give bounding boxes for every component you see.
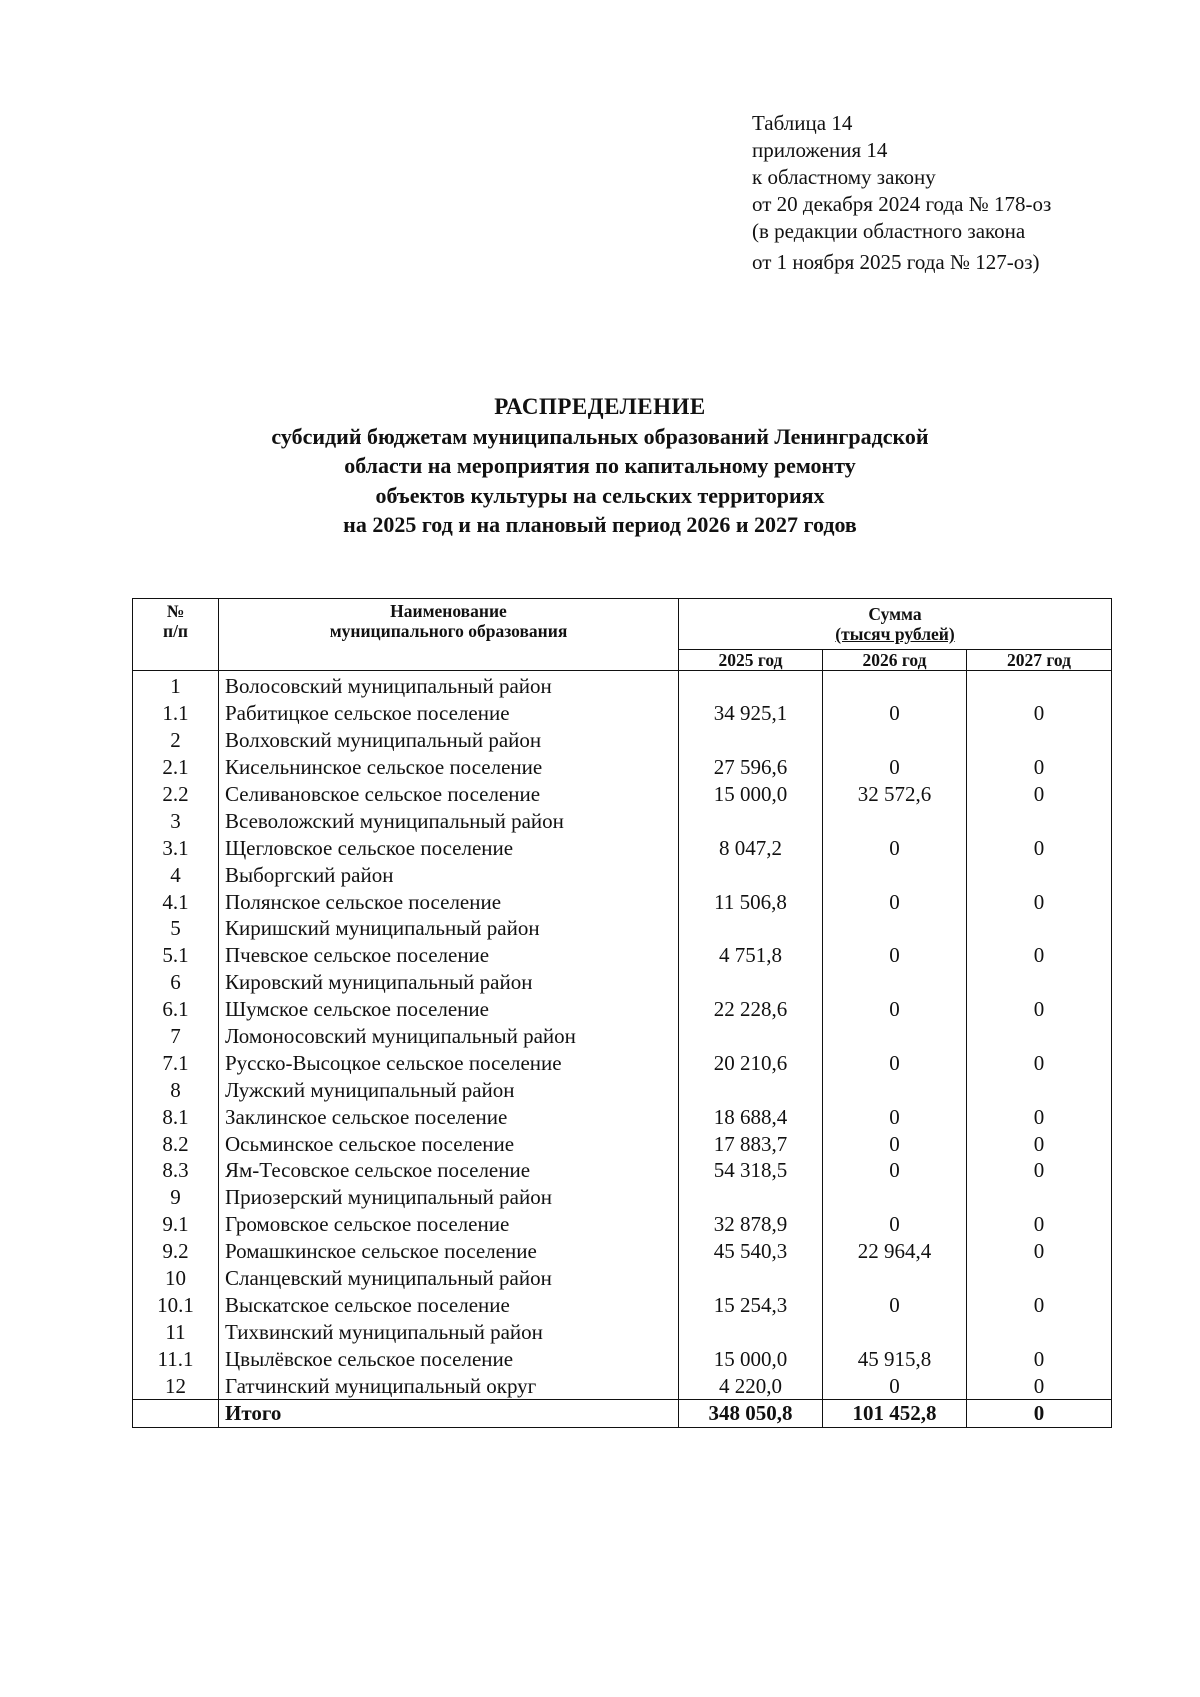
row-value-2026: 0	[823, 1130, 967, 1157]
row-value-2027: 0	[967, 1238, 1112, 1265]
header-note-line: от 1 ноября 2025 года № 127-оз)	[752, 250, 1040, 274]
row-value-2025	[679, 1318, 823, 1345]
row-number: 6	[133, 969, 219, 996]
table-row	[133, 1157, 1112, 1184]
row-number: 5.1	[133, 942, 219, 969]
header-number-line2: п/п	[162, 621, 189, 641]
row-value-2025	[679, 1023, 823, 1050]
row-value-2025	[679, 861, 823, 888]
table-row	[133, 1211, 1112, 1238]
header-sum-line1: Сумма	[868, 604, 922, 624]
table-row	[133, 700, 1112, 727]
row-name: Селивановское сельское поселение	[219, 781, 679, 808]
row-name: Полянское сельское поселение	[219, 888, 679, 915]
row-value-2026: 45 915,8	[823, 1345, 967, 1372]
table-row	[133, 781, 1112, 808]
row-value-2026	[823, 727, 967, 754]
row-value-2027: 0	[967, 942, 1112, 969]
row-value-2025: 15 000,0	[679, 781, 823, 808]
row-value-2027: 0	[967, 1372, 1112, 1399]
row-name: Гатчинский муниципальный округ	[219, 1372, 679, 1399]
row-name: Ям-Тесовское сельское поселение	[219, 1157, 679, 1184]
row-name: Пчевское сельское поселение	[219, 942, 679, 969]
row-value-2027: 0	[967, 1345, 1112, 1372]
row-value-2025: 27 596,6	[679, 754, 823, 781]
row-value-2025: 34 925,1	[679, 700, 823, 727]
row-number: 10	[133, 1265, 219, 1292]
row-name: Волосовский муниципальный район	[219, 671, 679, 700]
row-value-2026: 0	[823, 1291, 967, 1318]
header-note-line: Таблица 14	[752, 111, 853, 135]
row-value-2026	[823, 915, 967, 942]
row-name: Кисельнинское сельское поселение	[219, 754, 679, 781]
row-name: Волховский муниципальный район	[219, 727, 679, 754]
total-row	[133, 1400, 1112, 1428]
total-2025: 348 050,8	[679, 1400, 823, 1428]
row-number: 7.1	[133, 1049, 219, 1076]
row-number: 10.1	[133, 1291, 219, 1318]
row-name: Сланцевский муниципальный район	[219, 1265, 679, 1292]
header-name-line1: Наименование	[390, 601, 507, 621]
row-value-2027: 0	[967, 1291, 1112, 1318]
row-number: 8.2	[133, 1130, 219, 1157]
row-value-2026: 0	[823, 996, 967, 1023]
row-value-2026: 22 964,4	[823, 1238, 967, 1265]
row-value-2025: 8 047,2	[679, 834, 823, 861]
table-row	[133, 1076, 1112, 1103]
table-row	[133, 1238, 1112, 1265]
row-value-2025: 32 878,9	[679, 1211, 823, 1238]
row-number: 2.2	[133, 781, 219, 808]
row-name: Рабитицкое сельское поселение	[219, 700, 679, 727]
row-name: Громовское сельское поселение	[219, 1211, 679, 1238]
row-value-2027	[967, 727, 1112, 754]
row-value-2025	[679, 1184, 823, 1211]
table-row	[133, 942, 1112, 969]
row-value-2026: 0	[823, 1157, 967, 1184]
row-number: 8.1	[133, 1103, 219, 1130]
row-number: 7	[133, 1023, 219, 1050]
row-value-2027	[967, 861, 1112, 888]
row-value-2027: 0	[967, 1049, 1112, 1076]
row-value-2027: 0	[967, 700, 1112, 727]
table-row	[133, 1345, 1112, 1372]
row-number: 12	[133, 1372, 219, 1399]
document-title	[0, 392, 1200, 540]
row-name: Приозерский муниципальный район	[219, 1184, 679, 1211]
row-number: 3	[133, 807, 219, 834]
row-value-2026: 0	[823, 754, 967, 781]
row-name: Шумское сельское поселение	[219, 996, 679, 1023]
table-row	[133, 834, 1112, 861]
row-value-2025: 4 220,0	[679, 1372, 823, 1399]
row-number: 8.3	[133, 1157, 219, 1184]
header-year-2026: 2026 год	[823, 650, 967, 671]
table-row	[133, 1372, 1112, 1399]
row-number: 3.1	[133, 834, 219, 861]
table-row	[133, 915, 1112, 942]
row-value-2026	[823, 861, 967, 888]
row-name: Лужский муниципальный район	[219, 1076, 679, 1103]
table-body	[133, 671, 1112, 1428]
row-number: 1	[133, 671, 219, 700]
row-value-2025: 45 540,3	[679, 1238, 823, 1265]
row-name: Русско-Высоцкое сельское поселение	[219, 1049, 679, 1076]
row-value-2027: 0	[967, 1103, 1112, 1130]
table-row	[133, 1130, 1112, 1157]
row-value-2026	[823, 1265, 967, 1292]
row-number: 5	[133, 915, 219, 942]
row-value-2025	[679, 969, 823, 996]
row-value-2027: 0	[967, 996, 1112, 1023]
row-value-2025: 4 751,8	[679, 942, 823, 969]
header-note-line: приложения 14	[752, 138, 888, 162]
row-value-2025	[679, 915, 823, 942]
header-number	[133, 599, 219, 671]
row-value-2025: 22 228,6	[679, 996, 823, 1023]
row-name: Щегловское сельское поселение	[219, 834, 679, 861]
table-row	[133, 1265, 1112, 1292]
row-value-2027: 0	[967, 1211, 1112, 1238]
row-value-2025	[679, 671, 823, 700]
row-value-2027: 0	[967, 1157, 1112, 1184]
header-name	[219, 599, 679, 671]
row-value-2027	[967, 1076, 1112, 1103]
row-value-2026	[823, 1318, 967, 1345]
title-line: области на мероприятия по капитальному ремонту	[344, 453, 856, 478]
row-number: 2.1	[133, 754, 219, 781]
row-value-2025: 11 506,8	[679, 888, 823, 915]
row-value-2026	[823, 969, 967, 996]
title-line: субсидий бюджетам муниципальных образований Ленинградской	[271, 423, 929, 449]
header-sum	[679, 599, 1112, 650]
row-name: Осьминское сельское поселение	[219, 1130, 679, 1157]
row-number: 8	[133, 1076, 219, 1103]
row-value-2026	[823, 1184, 967, 1211]
row-number: 6.1	[133, 996, 219, 1023]
row-value-2026	[823, 807, 967, 834]
row-name: Кировский муниципальный район	[219, 969, 679, 996]
row-value-2027	[967, 1265, 1112, 1292]
row-name: Всеволожский муниципальный район	[219, 807, 679, 834]
table-row	[133, 671, 1112, 700]
row-value-2027	[967, 915, 1112, 942]
row-value-2025: 15 000,0	[679, 1345, 823, 1372]
header-note-line: к областному закону	[752, 165, 936, 189]
row-value-2026: 32 572,6	[823, 781, 967, 808]
header-year-2027: 2027 год	[967, 650, 1112, 671]
total-2026: 101 452,8	[823, 1400, 967, 1428]
row-number: 2	[133, 727, 219, 754]
title-line: объектов культуры на сельских территориях	[375, 482, 825, 508]
row-value-2025	[679, 1076, 823, 1103]
row-value-2027	[967, 671, 1112, 700]
row-value-2027: 0	[967, 834, 1112, 861]
row-number: 4.1	[133, 888, 219, 915]
row-value-2027	[967, 1184, 1112, 1211]
row-value-2026	[823, 671, 967, 700]
table-row	[133, 1291, 1112, 1318]
header-year-2025: 2025 год	[679, 650, 823, 671]
table-row	[133, 727, 1112, 754]
header-note-line: от 20 декабря 2024 года № 178-оз	[752, 192, 1052, 216]
row-value-2025: 54 318,5	[679, 1157, 823, 1184]
table-row	[133, 861, 1112, 888]
row-value-2027	[967, 807, 1112, 834]
row-value-2027	[967, 1023, 1112, 1050]
row-name: Выборгский район	[219, 861, 679, 888]
total-label: Итого	[219, 1400, 679, 1428]
table-row	[133, 754, 1112, 781]
row-number: 9.1	[133, 1211, 219, 1238]
title-line: на 2025 год и на плановый период 2026 и 2027 годов	[343, 512, 857, 537]
row-value-2026	[823, 1023, 967, 1050]
row-value-2026: 0	[823, 1049, 967, 1076]
table-row	[133, 1023, 1112, 1050]
header-name-line2: муниципального образования	[329, 621, 568, 641]
total-2027: 0	[967, 1400, 1112, 1428]
distribution-table	[132, 598, 1112, 1428]
row-name: Выскатское сельское поселение	[219, 1291, 679, 1318]
row-value-2027: 0	[967, 781, 1112, 808]
row-number: 11	[133, 1318, 219, 1345]
total-number	[133, 1400, 219, 1428]
row-value-2027: 0	[967, 1130, 1112, 1157]
row-value-2025	[679, 807, 823, 834]
row-number: 4	[133, 861, 219, 888]
table-row	[133, 1318, 1112, 1345]
row-value-2027: 0	[967, 754, 1112, 781]
row-value-2026	[823, 1076, 967, 1103]
row-value-2026: 0	[823, 700, 967, 727]
row-number: 11.1	[133, 1345, 219, 1372]
row-number: 9	[133, 1184, 219, 1211]
row-name: Тихвинский муниципальный район	[219, 1318, 679, 1345]
row-value-2025: 18 688,4	[679, 1103, 823, 1130]
row-value-2025	[679, 727, 823, 754]
row-value-2026: 0	[823, 888, 967, 915]
table-row	[133, 996, 1112, 1023]
row-value-2026: 0	[823, 834, 967, 861]
row-value-2027: 0	[967, 888, 1112, 915]
header-number-line1: №	[166, 601, 185, 621]
row-name: Ромашкинское сельское поселение	[219, 1238, 679, 1265]
table-row	[133, 1184, 1112, 1211]
row-value-2025	[679, 1265, 823, 1292]
row-number: 9.2	[133, 1238, 219, 1265]
row-value-2027	[967, 1318, 1112, 1345]
row-value-2026: 0	[823, 1103, 967, 1130]
title-main: РАСПРЕДЕЛЕНИЕ	[494, 394, 706, 419]
table-row	[133, 888, 1112, 915]
row-name: Цвылёвское сельское поселение	[219, 1345, 679, 1372]
header-sum-line2: (тысяч рублей)	[835, 624, 955, 644]
row-name: Ломоносовский муниципальный район	[219, 1023, 679, 1050]
row-value-2025: 20 210,6	[679, 1049, 823, 1076]
row-name: Заклинское сельское поселение	[219, 1103, 679, 1130]
table-row	[133, 969, 1112, 996]
header-note-line: (в редакции областного закона	[752, 219, 1026, 243]
table-row	[133, 807, 1112, 834]
table-row	[133, 1049, 1112, 1076]
row-value-2027	[967, 969, 1112, 996]
row-name: Киришский муниципальный район	[219, 915, 679, 942]
row-value-2026: 0	[823, 1211, 967, 1238]
header-note	[752, 110, 1051, 276]
row-number: 1.1	[133, 700, 219, 727]
row-value-2026: 0	[823, 942, 967, 969]
row-value-2025: 17 883,7	[679, 1130, 823, 1157]
table-row	[133, 1103, 1112, 1130]
row-value-2025: 15 254,3	[679, 1291, 823, 1318]
row-value-2026: 0	[823, 1372, 967, 1399]
